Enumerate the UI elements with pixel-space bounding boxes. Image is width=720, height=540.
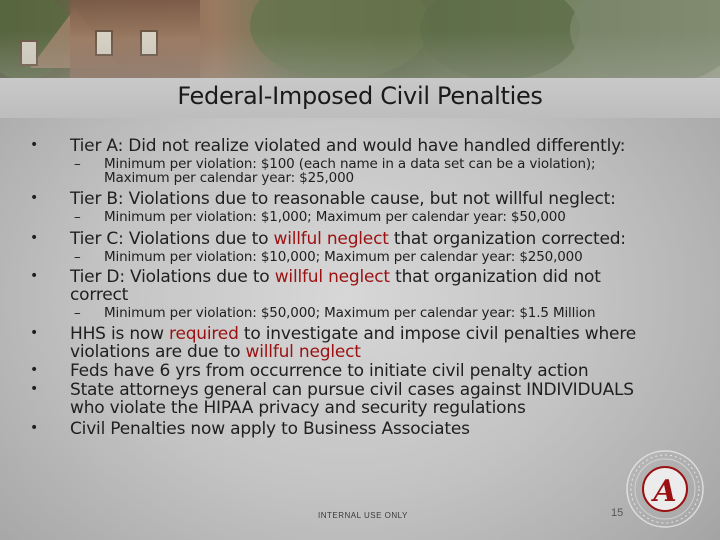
tier-d-line2: correct <box>70 285 129 305</box>
tier-c-pre: : Violations due to <box>118 229 274 249</box>
page-number: 15 <box>611 507 624 519</box>
bullet-dot-icon: • <box>30 420 39 436</box>
bullet-dot-icon: • <box>30 137 39 153</box>
hhs-mid: to investigate and impose civil penalties where <box>238 324 636 344</box>
tier-b-text: : Violations due to reasonable cause, but not willful neglect: <box>117 189 616 209</box>
hhs-red1: required <box>169 324 239 344</box>
bullet-dot-icon: • <box>30 190 39 206</box>
tier-a-sub-line1: Minimum per violation: $100 (each name in a data set can be a violation); <box>104 156 596 172</box>
bullet-dot-icon: • <box>30 230 39 246</box>
tier-a-name: Tier A <box>70 136 118 156</box>
hhs-line2-pre: violations are due to <box>70 342 246 362</box>
state-line2: who violate the HIPAA privacy and security regulations <box>70 398 526 418</box>
tier-b-name: Tier B <box>70 189 118 209</box>
tier-a-sub-line2: Maximum per calendar year: $25,000 <box>104 170 354 186</box>
tier-c-red: willful neglect <box>273 229 389 249</box>
tier-d-post: that organization did not <box>389 267 601 287</box>
tier-c-name: Tier C <box>70 229 119 249</box>
university-logo-icon <box>623 447 707 531</box>
tier-d-sub: Minimum per violation: $50,000; Maximum per calendar year: $1.5 Million <box>104 305 596 321</box>
bullet-dot-icon: • <box>30 325 39 341</box>
tier-b-sub: Minimum per violation: $1,000; Maximum per calendar year: $50,000 <box>104 209 566 225</box>
logo-letter: A <box>653 474 677 509</box>
slide: Federal-Imposed Civil Penalties • Tier A: Did not realize violated and would have handled differently: – Minimum per violation: $100 (each name in a data set can be a violation); Maximum per calendar year: $25,000 • Tier B: Violations due to reasonable cause, but not willful neglect: – Minimum per violation: $1,000; Maximum per calendar year: $50,000 • Tier C: Violations due to willful neglect that organization corrected: – Minimum per violation: $10,000; Maximum per calendar year: $250,000 • Tier D: Violations due to willful neglect that organization did not correct – Minimum per violation: $50,000; Maximum per calendar year: $1.5 Million • HHS is now required to investigate and impose civil penalties where violations are due to willful neglect • Feds have 6 yrs from occurrence to initiate civil penalty action • State attorneys general can pursue civil cases against INDIVIDUALS who violate the HIPAA privacy and security regulations • Civil Penalties now apply to Business Associates INTERNAL USE ONLY 15 A <box>0 0 720 540</box>
hhs-red2: willful neglect <box>245 342 361 362</box>
tier-c-post: that organization corrected: <box>388 229 626 249</box>
bullet-dot-icon: • <box>30 362 39 378</box>
tier-d-pre: : Violations due to <box>119 267 275 287</box>
ba-text: Civil Penalties now apply to Business Associates <box>70 419 470 439</box>
feds-text: Feds have 6 yrs from occurrence to initiate civil penalty action <box>70 361 589 381</box>
slide-title: Federal-Imposed Civil Penalties <box>177 82 543 110</box>
state-line1: State attorneys general can pursue civil cases against INDIVIDUALS <box>70 380 634 400</box>
tier-c-sub: Minimum per violation: $10,000; Maximum per calendar year: $250,000 <box>104 249 583 265</box>
tier-d-name: Tier D <box>70 267 120 287</box>
hhs-pre: HHS is now <box>70 324 170 344</box>
bullet-dot-icon: • <box>30 268 39 284</box>
bullet-dot-icon: • <box>30 381 39 397</box>
header-photo <box>0 0 720 78</box>
footer-label: INTERNAL USE ONLY <box>318 511 408 520</box>
tier-a-text: : Did not realize violated and would have handled differently: <box>117 136 626 156</box>
tier-d-red: willful neglect <box>274 267 390 287</box>
